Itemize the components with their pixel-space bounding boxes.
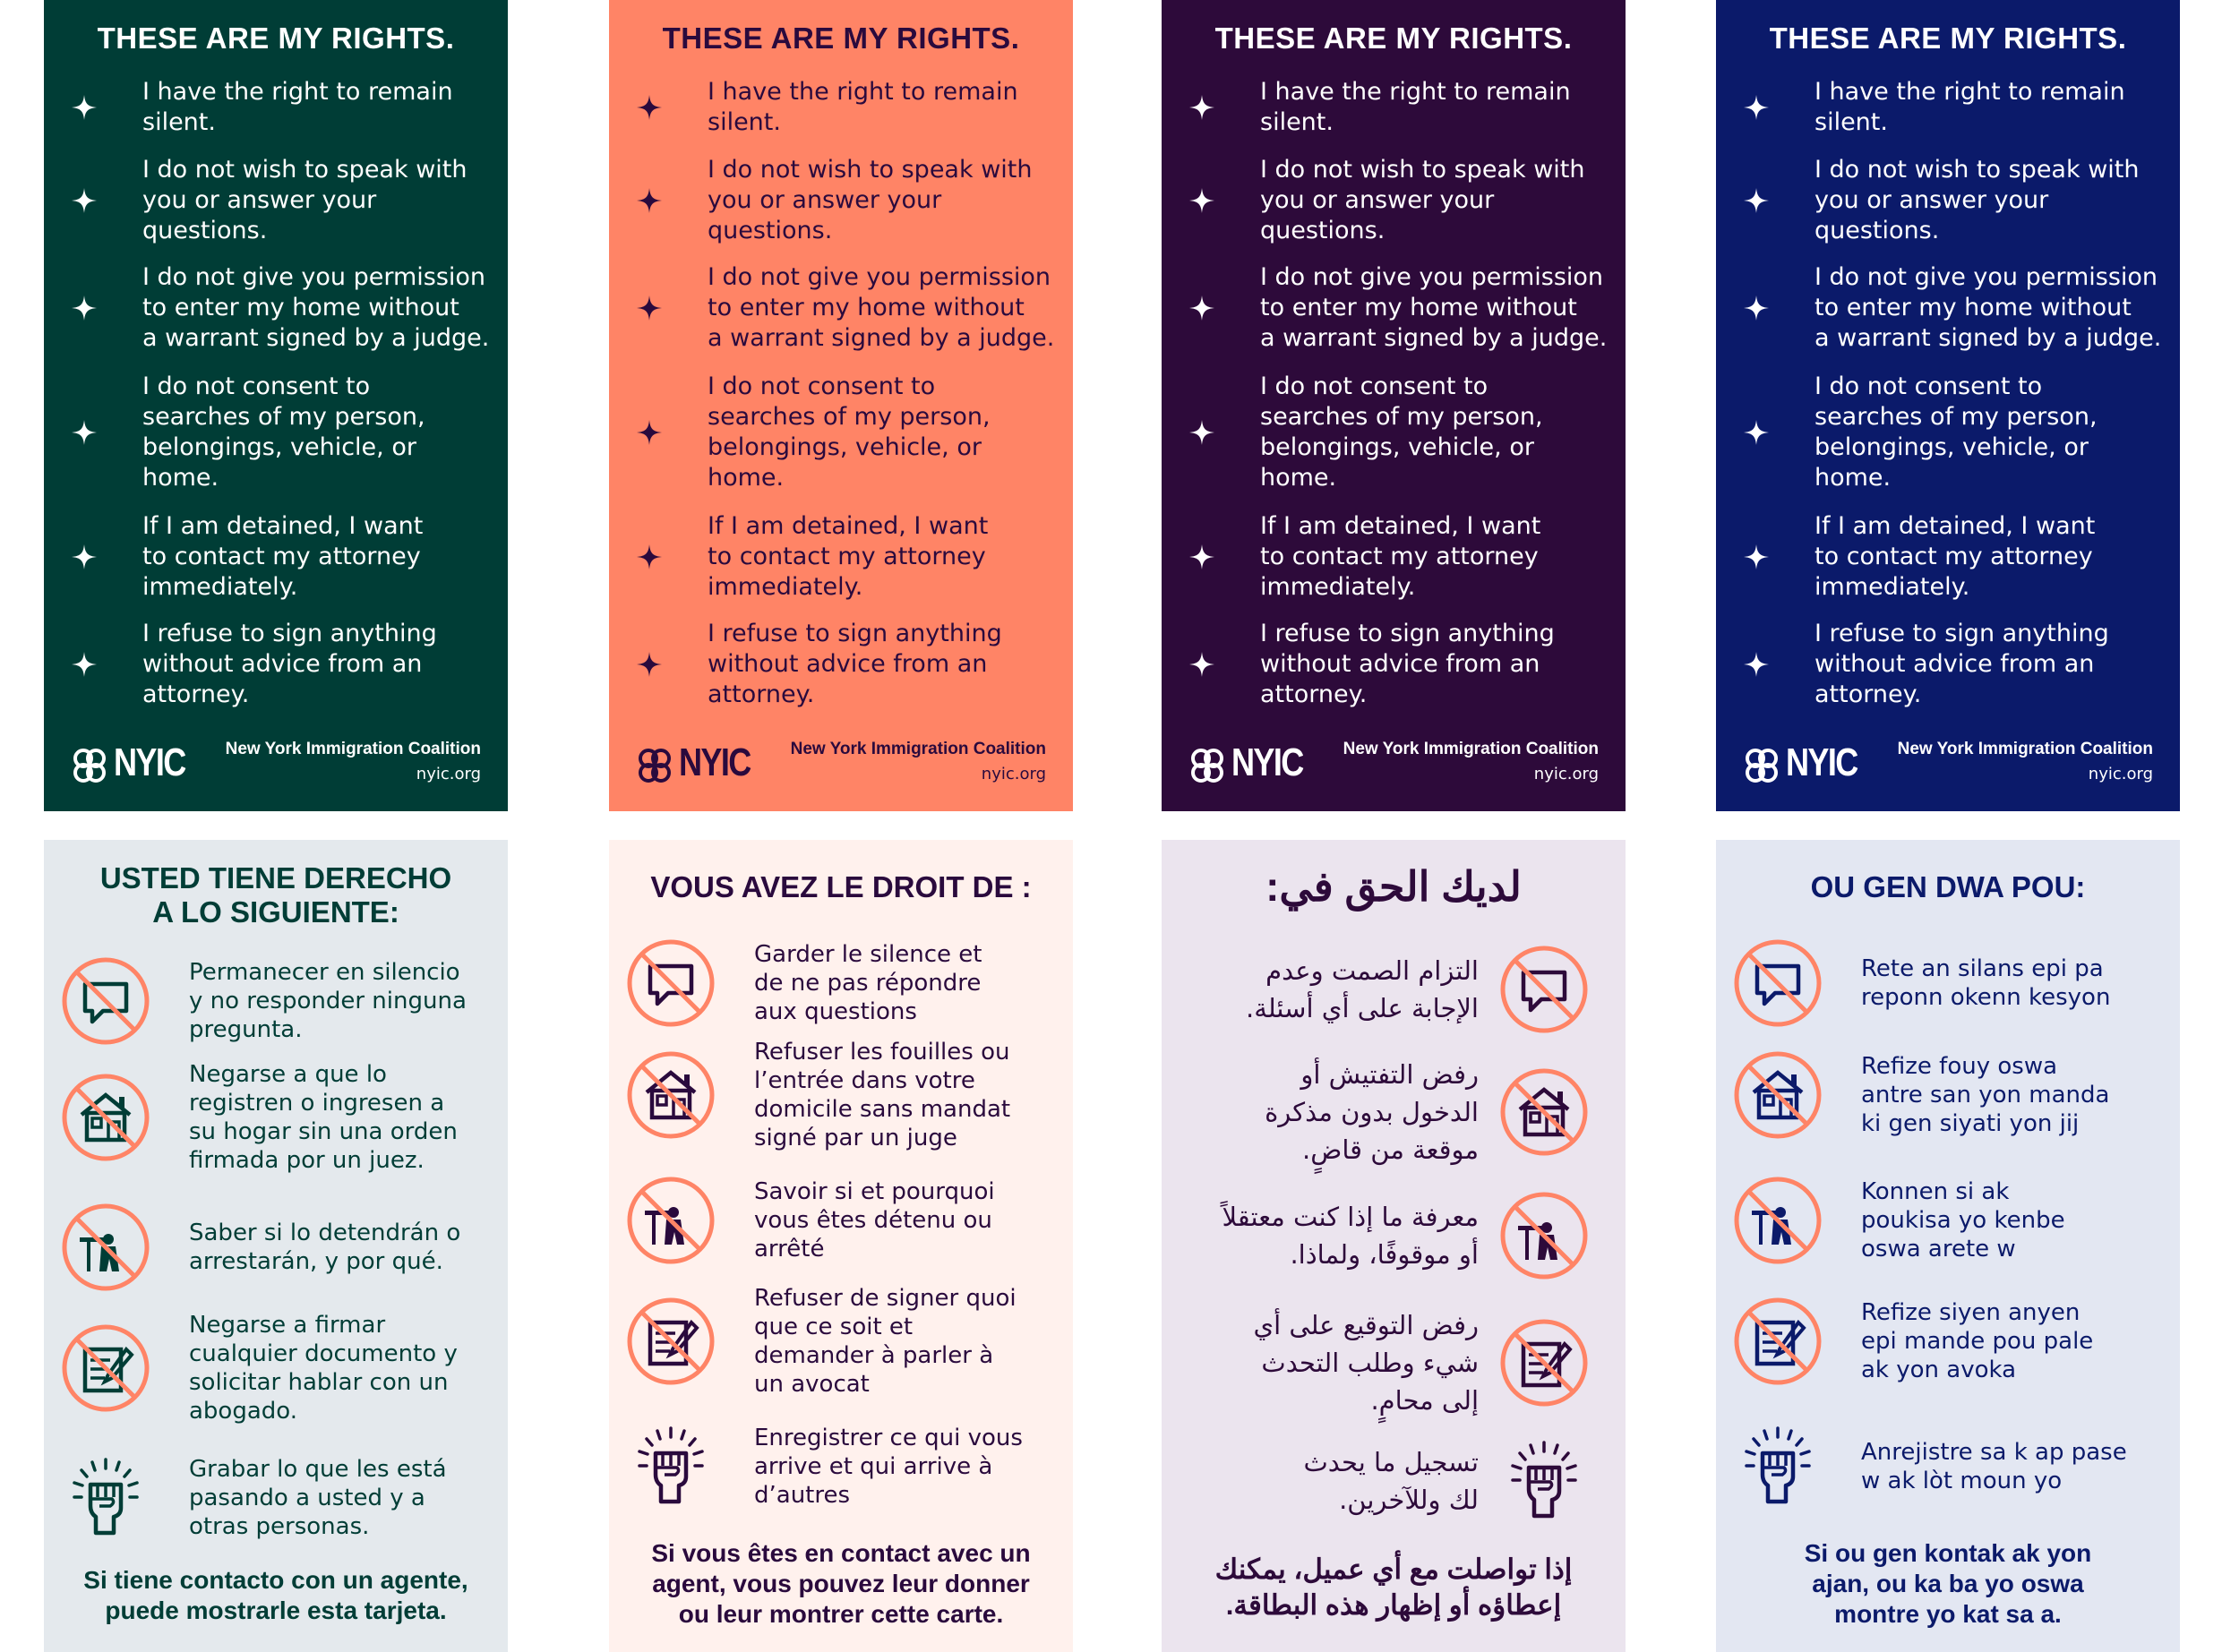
text-line: أو موقوفًا، ولماذا. [1290,1239,1479,1270]
right-text [754,1038,1059,1152]
text-line: pasando a usted y a [189,1485,425,1511]
rights-card-spanish [44,840,508,1652]
footer-line: إعطاؤه أو إظهار هذه البطاقة. [1225,1589,1562,1621]
rights-card-haitian-creole [1716,840,2180,1652]
star-bullet-icon [71,419,98,446]
star-bullet-icon [1188,544,1215,570]
right-item [44,614,508,715]
raised-fist-icon [625,1421,716,1512]
no-entry-home-icon [1732,1049,1823,1141]
right-item [1162,1435,1626,1527]
right-item [44,955,508,1047]
right-text [1861,954,2166,1012]
right-item [44,72,508,143]
star-bullet-icon [1188,295,1215,321]
right-text: I do not consent to searches of my person, belongings, vehicle, or home. [1814,372,2098,492]
text-line: Garder le silence et [754,941,982,968]
footer-line: Si ou gen kontak ak yon [1804,1539,2092,1567]
right-item [1162,944,1626,1035]
footer-line: montre yo kat sa a. [1834,1600,2062,1628]
no-speech-icon [60,955,151,1047]
star-bullet-icon [636,94,663,121]
right-text [1192,1198,1479,1273]
card-footer [1187,734,1599,788]
right-item [1162,150,1626,251]
right-text: I do not wish to speak with you or answer your questions. [1260,156,1585,244]
right-text [189,1455,493,1541]
rights-list [1162,72,1626,715]
text-line: Anrejistre sa k ap pase [1861,1439,2127,1466]
right-item [44,1202,508,1293]
right-text [1861,1052,2166,1138]
card-footer-note [1174,1552,1613,1623]
right-item [44,367,508,498]
org-url: nyic.org [1533,765,1599,783]
right-text [189,1060,493,1175]
star-bullet-icon [636,651,663,678]
detained-person-icon [625,1175,716,1266]
right-item [1162,72,1626,143]
title-line: لديك الحق في: [1265,863,1522,910]
text-line: vous êtes détenu ou [754,1207,992,1234]
detained-person-icon [60,1202,151,1293]
card-footer [1741,734,2153,788]
text-line: solicitar hablar con un [189,1369,449,1396]
org-name: New York Immigration Coalition [1343,740,1599,758]
text-line: domicile sans mandat [754,1096,1011,1123]
right-item [609,1421,1073,1512]
footer-line: ou leur montrer cette carte. [678,1600,1004,1628]
no-signing-icon [1498,1317,1590,1408]
right-item [1162,1059,1626,1165]
right-item [609,258,1073,358]
text-line: y no responder ninguna [189,988,467,1014]
nyic-logo-text: NYIC [1231,740,1303,784]
star-bullet-icon [1188,419,1215,446]
no-speech-icon [625,937,716,1029]
right-text: I have the right to remain silent. [1260,78,1571,136]
right-item [1716,937,2180,1029]
right-item [609,367,1073,498]
right-item [1162,614,1626,715]
star-bullet-icon [1743,187,1770,214]
star-bullet-icon [1188,187,1215,214]
text-line: Negarse a firmar [189,1312,386,1339]
right-item [1716,1175,2180,1266]
star-bullet-icon [71,295,98,321]
text-line: su hogar sin una orden [189,1118,458,1145]
right-text: I refuse to sign anything without advice from an attorney. [1260,620,1555,708]
text-line: موقعة من قاضٍ. [1302,1134,1479,1165]
card-title: THESE ARE MY RIGHTS. [1769,21,2127,55]
right-text: If I am detained, I want to contact my attorney immediately. [708,512,989,601]
text-line: Enregistrer ce qui vous [754,1425,1023,1451]
right-text: I do not give you permission to enter my home without a warrant signed by a judge. [1814,263,2162,352]
text-line: لك وللآخرين. [1339,1485,1479,1515]
right-item [1162,1190,1626,1281]
nyic-logo-icon [1741,745,1782,786]
nyic-logo-text: NYIC [679,740,751,784]
text-line: Refize siyen anyen [1861,1299,2080,1326]
text-line: pregunta. [189,1016,303,1043]
no-signing-icon [1732,1296,1823,1387]
right-text: I have the right to remain silent. [142,78,453,136]
right-text: I do not consent to searches of my person, belongings, vehicle, or home. [1260,372,1543,492]
raised-fist-icon [1732,1421,1823,1512]
footer-line: إذا تواصلت مع أي عميل، يمكنك [1214,1554,1573,1585]
text-line: Savoir si et pourquoi [754,1178,995,1205]
right-item [609,614,1073,715]
card-title [53,861,499,929]
no-entry-home-icon [1498,1066,1590,1158]
text-line: que ce soit et [754,1314,914,1340]
star-bullet-icon [636,544,663,570]
right-text: I do not give you permission to enter my home without a warrant signed by a judge. [708,263,1055,352]
footer-line: Si vous êtes en contact avec un [651,1539,1031,1567]
english-rights-card-navy [1716,0,2180,811]
text-line: شيء وطلب التحدث [1261,1348,1479,1378]
right-text: I do not give you permission to enter my home without a warrant signed by a judge. [1260,263,1608,352]
star-bullet-icon [1743,544,1770,570]
right-item [1716,614,2180,715]
right-text [189,1219,493,1276]
text-line: Refize fouy oswa [1861,1053,2058,1080]
text-line: Rete an silans epi pa [1861,955,2104,982]
right-item [1716,1049,2180,1141]
text-line: l’entrée dans votre [754,1067,975,1094]
text-line: إلى محامٍ. [1370,1385,1479,1416]
text-line: registren o ingresen a [189,1090,445,1117]
org-url: nyic.org [2088,765,2153,783]
right-text [189,1311,493,1425]
text-line: w ak lòt moun yo [1861,1468,2063,1494]
right-text: I refuse to sign anything without advice from an attorney. [1814,620,2109,708]
right-item [1162,1310,1626,1416]
no-entry-home-icon [60,1072,151,1163]
right-item [1716,1421,2180,1512]
text-line: Refuser de signer quoi [754,1285,1017,1312]
no-speech-icon [1732,937,1823,1029]
right-item [44,507,508,607]
right-item [44,1452,508,1544]
right-text [189,958,493,1044]
right-text: I do not wish to speak with you or answer your questions. [708,156,1033,244]
right-text: If I am detained, I want to contact my attorney immediately. [1260,512,1541,601]
right-text: I refuse to sign anything without advice from an attorney. [708,620,1002,708]
org-name: New York Immigration Coalition [790,740,1046,758]
english-rights-card-teal [44,0,508,811]
card-footer [69,734,481,788]
rights-list [44,72,508,715]
right-item [44,150,508,251]
text-line: ki gen siyati yon jij [1861,1110,2080,1137]
text-line: d’autres [754,1482,851,1509]
text-line: demander à parler à [754,1342,994,1369]
right-item [1162,367,1626,498]
text-line: Permanecer en silencio [189,959,460,986]
title-line: USTED TIENE DERECHO [99,861,452,894]
rights-card-arabic [1162,840,1626,1652]
card-title: THESE ARE MY RIGHTS. [1214,21,1573,55]
text-line: firmada por un juez. [189,1147,425,1174]
text-line: الدخول بدون مذكرة [1265,1097,1479,1127]
no-entry-home-icon [625,1049,716,1141]
right-text [754,1177,1059,1263]
footer-line: puede mostrarle esta tarjeta. [105,1596,447,1624]
raised-fist-icon [1498,1435,1590,1527]
right-item [44,258,508,358]
text-line: تسجيل ما يحدث [1303,1447,1479,1477]
star-bullet-icon [1743,651,1770,678]
star-bullet-icon [636,419,663,446]
star-bullet-icon [1743,419,1770,446]
right-item [609,150,1073,251]
nyic-logo-text: NYIC [1786,740,1857,784]
right-text: I have the right to remain silent. [708,78,1018,136]
right-text [1192,952,1479,1027]
text-line: de ne pas répondre [754,970,982,997]
detained-person-icon [1498,1190,1590,1281]
right-text [1861,1298,2166,1384]
text-line: arrive et qui arrive à [754,1453,993,1480]
title-line: OU GEN DWA POU: [1810,870,2086,903]
text-line: arrestarán, y por qué. [189,1248,443,1275]
footer-line: ajan, ou ka ba yo oswa [1812,1570,2084,1597]
text-line: Refuser les fouilles ou [754,1039,1010,1066]
right-item [44,1312,508,1425]
text-line: رفض التفتيش أو [1300,1059,1479,1090]
right-item [1716,150,2180,251]
text-line: Konnen si ak [1861,1178,2010,1205]
right-text: I have the right to remain silent. [1814,78,2125,136]
org-url: nyic.org [416,765,481,783]
right-item [1716,258,2180,358]
right-text [1192,1056,1479,1168]
right-item [609,1175,1073,1266]
right-item [1716,1296,2180,1387]
star-bullet-icon [1188,94,1215,121]
card-title: THESE ARE MY RIGHTS. [662,21,1020,55]
english-rights-card-purple [1162,0,1626,811]
raised-fist-icon [60,1452,151,1544]
right-item [609,72,1073,143]
right-item [609,1039,1073,1151]
title-line: A LO SIGUIENTE: [152,895,399,929]
nyic-logo-icon [634,745,675,786]
star-bullet-icon [1188,651,1215,678]
no-signing-icon [625,1296,716,1387]
footer-line: agent, vous pouvez leur donner [652,1570,1030,1597]
star-bullet-icon [71,651,98,678]
right-text: I refuse to sign anything without advice from an attorney. [142,620,437,708]
right-text [754,940,1059,1026]
star-bullet-icon [636,295,663,321]
text-line: aux questions [754,998,917,1025]
text-line: رفض التوقيع على أي [1253,1310,1479,1340]
detained-person-icon [1732,1175,1823,1266]
right-item [1716,507,2180,607]
rights-list [1716,72,2180,715]
text-line: Saber si lo detendrán o [189,1220,461,1246]
rights-card-french [609,840,1073,1652]
text-line: oswa arete w [1861,1236,2016,1263]
nyic-logo-icon [69,745,110,786]
card-footer-note [622,1538,1060,1630]
text-line: antre san yon manda [1861,1082,2110,1108]
text-line: Negarse a que lo [189,1061,387,1088]
right-item [609,1285,1073,1398]
right-text: I do not consent to searches of my person, belongings, vehicle, or home. [708,372,991,492]
right-item [1162,258,1626,358]
right-text: I do not consent to searches of my person, belongings, vehicle, or home. [142,372,425,492]
right-text: I do not wish to speak with you or answer your questions. [142,156,468,244]
text-line: signé par un juge [754,1125,957,1151]
star-bullet-icon [1743,94,1770,121]
text-line: التزام الصمت وعدم [1265,955,1479,986]
right-text [1192,1443,1479,1519]
star-bullet-icon [1743,295,1770,321]
card-title [1725,870,2171,904]
org-url: nyic.org [981,765,1046,783]
right-item [1716,72,2180,143]
right-text [1861,1177,2166,1263]
text-line: arrêté [754,1236,825,1263]
text-line: un avocat [754,1371,870,1398]
right-item [609,937,1073,1029]
english-rights-card-coral [609,0,1073,811]
text-line: abogado. [189,1398,297,1425]
card-footer [634,734,1046,788]
card-title: THESE ARE MY RIGHTS. [97,21,455,55]
no-speech-icon [1498,944,1590,1035]
card-title [1171,861,1617,912]
right-text: I do not give you permission to enter my home without a warrant signed by a judge. [142,263,490,352]
star-bullet-icon [636,187,663,214]
text-line: ak yon avoka [1861,1357,2017,1383]
card-title [618,870,1064,904]
right-text: I do not wish to speak with you or answer your questions. [1814,156,2140,244]
right-text [754,1424,1059,1510]
right-item [609,507,1073,607]
right-text: If I am detained, I want to contact my attorney immediately. [142,512,424,601]
text-line: cualquier documento y [189,1340,458,1367]
star-bullet-icon [71,94,98,121]
text-line: معرفة ما إذا كنت معتقلاً [1222,1202,1479,1232]
title-line: VOUS AVEZ LE DROIT DE : [650,870,1032,903]
footer-line: Si tiene contacto con un agente, [83,1566,468,1594]
rights-list [609,72,1073,715]
org-name: New York Immigration Coalition [1897,740,2153,758]
text-line: Grabar lo que les está [189,1456,447,1483]
text-line: otras personas. [189,1513,370,1540]
right-text [1861,1438,2166,1495]
right-text [754,1284,1059,1399]
right-text: If I am detained, I want to contact my attorney immediately. [1814,512,2096,601]
text-line: poukisa yo kenbe [1861,1207,2065,1234]
text-line: reponn okenn kesyon [1861,984,2111,1011]
org-name: New York Immigration Coalition [225,740,481,758]
right-text [1192,1306,1479,1419]
card-footer-note [56,1565,495,1626]
card-footer-note [1729,1538,2167,1630]
right-item [1716,367,2180,498]
text-line: الإجابة على أي أسئلة. [1246,993,1479,1023]
right-item [44,1061,508,1174]
right-item [1162,507,1626,607]
nyic-logo-text: NYIC [114,740,185,784]
star-bullet-icon [71,544,98,570]
nyic-logo-icon [1187,745,1228,786]
star-bullet-icon [71,187,98,214]
text-line: epi mande pou pale [1861,1328,2094,1355]
no-signing-icon [60,1322,151,1414]
